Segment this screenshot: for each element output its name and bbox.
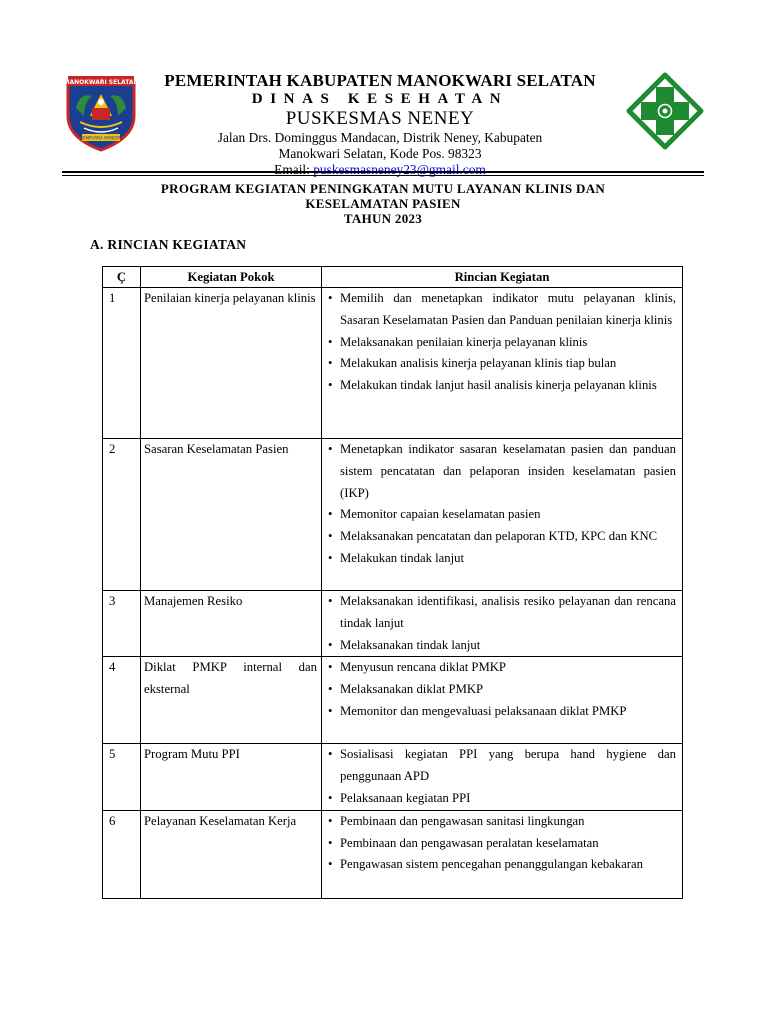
rincian-kegiatan-cell bbox=[322, 810, 683, 898]
list-item bbox=[326, 526, 676, 548]
list-item-text: Memonitor dan mengevaluasi pelaksanaan diklat PMKP bbox=[340, 703, 627, 718]
bullet-icon: • bbox=[328, 660, 333, 675]
table-row bbox=[103, 810, 683, 898]
list-item bbox=[326, 353, 676, 375]
list-item bbox=[326, 657, 676, 679]
bullet-icon: • bbox=[328, 637, 333, 652]
table-header-row bbox=[103, 267, 683, 288]
table-row bbox=[103, 591, 683, 657]
list-item bbox=[326, 679, 676, 701]
list-item bbox=[326, 635, 676, 657]
table-row bbox=[103, 657, 683, 744]
list-item bbox=[326, 591, 676, 635]
email-link[interactable]: puskesmasneney23@gmail.com bbox=[313, 162, 486, 177]
rincian-kegiatan-cell bbox=[322, 657, 683, 744]
title-line-2: KESELAMATAN PASIEN bbox=[305, 196, 461, 211]
bullet-icon: • bbox=[328, 378, 333, 393]
address-line-1: Jalan Drs. Dominggus Mandacan, Distrik Neney, Kabupaten bbox=[217, 130, 543, 145]
rincian-list bbox=[326, 657, 676, 722]
bullet-icon: • bbox=[328, 529, 333, 544]
list-item bbox=[326, 701, 676, 723]
list-item-text: Memonitor capaian keselamatan pasien bbox=[340, 507, 541, 522]
list-item-text: Melakukan analisis kinerja pelayanan klinis tiap bulan bbox=[340, 356, 617, 371]
list-item bbox=[326, 833, 676, 855]
list-item-text: Melaksanakan tindak lanjut bbox=[340, 637, 481, 652]
table-row bbox=[103, 744, 683, 810]
list-item bbox=[326, 788, 676, 810]
kegiatan-pokok-cell: Pelayanan Keselamatan Kerja bbox=[141, 810, 322, 898]
bullet-icon: • bbox=[328, 790, 333, 805]
list-item bbox=[326, 375, 676, 397]
email-label: Email: bbox=[274, 162, 314, 177]
rincian-list bbox=[326, 288, 676, 397]
institution-name: PUSKESMAS NENEY bbox=[285, 108, 475, 129]
list-item bbox=[326, 504, 676, 526]
rincian-list bbox=[326, 744, 676, 809]
bullet-icon: • bbox=[328, 703, 333, 718]
header-number: Ç bbox=[103, 267, 141, 288]
list-item-text: Memilih dan menetapkan indikator mutu pelayanan klinis, Sasaran Keselamatan Pasien dan Panduan penilaian kinerja klinis bbox=[340, 291, 676, 327]
list-item-text: Pelaksanaan kegiatan PPI bbox=[340, 790, 471, 805]
list-item-text: Pengawasan sistem pencegahan penanggulangan kebakaran bbox=[340, 857, 643, 872]
list-item-text: Melakukan tindak lanjut hasil analisis kinerja pelayanan klinis bbox=[340, 378, 657, 393]
rincian-kegiatan-cell bbox=[322, 439, 683, 591]
list-item-text: Melakukan tindak lanjut bbox=[340, 550, 465, 565]
row-number: 5 bbox=[103, 744, 141, 810]
row-number: 2 bbox=[103, 439, 141, 591]
bullet-icon: • bbox=[328, 594, 333, 608]
section-heading: A. RINCIAN KEGIATAN bbox=[90, 237, 247, 252]
rincian-kegiatan-cell bbox=[322, 591, 683, 657]
list-item-text: Menyusun rencana diklat PMKP bbox=[340, 660, 506, 675]
activity-table bbox=[102, 266, 683, 899]
bullet-icon: • bbox=[328, 550, 333, 565]
list-item-text: Sosialisasi kegiatan PPI yang berupa hand hygiene dan penggunaan APD bbox=[340, 747, 676, 784]
government-name: PEMERINTAH KABUPATEN MANOKWARI SELATAN bbox=[164, 71, 596, 90]
kegiatan-pokok-cell: Program Mutu PPI bbox=[141, 744, 322, 810]
letterhead bbox=[140, 72, 620, 177]
kegiatan-pokok-cell: Diklat PMKP internal dan eksternal bbox=[141, 657, 322, 744]
list-item-text: Pembinaan dan pengawasan peralatan keselamatan bbox=[340, 835, 599, 850]
list-item-text: Melaksanakan penilaian kinerja pelayanan klinis bbox=[340, 334, 588, 349]
rincian-list bbox=[326, 439, 676, 570]
list-item-text: Menetapkan indikator sasaran keselamatan pasien dan panduan sistem pencatatan dan pelaporan insiden keselamatan pasien (IKP) bbox=[340, 442, 676, 500]
bullet-icon: • bbox=[328, 334, 333, 349]
bullet-icon: • bbox=[328, 747, 333, 762]
letterhead-divider-thin bbox=[62, 175, 704, 176]
bullet-icon: • bbox=[328, 835, 333, 850]
list-item-text: Melaksanakan identifikasi, analisis resiko pelayanan dan rencana tindak lanjut bbox=[340, 594, 676, 630]
list-item-text: Melaksanakan diklat PMKP bbox=[340, 682, 484, 697]
title-line-3: TAHUN 2023 bbox=[343, 211, 423, 226]
kegiatan-pokok-cell: Manajemen Resiko bbox=[141, 591, 322, 657]
list-item bbox=[326, 854, 676, 876]
header-kegiatan-pokok: Kegiatan Pokok bbox=[141, 267, 322, 288]
emblem-motto-text: SEMPURNA MANDIRI bbox=[80, 135, 122, 141]
puskesmas-cross-logo bbox=[626, 72, 704, 150]
letterhead-divider-thick bbox=[62, 171, 704, 173]
row-number: 3 bbox=[103, 591, 141, 657]
row-number: 4 bbox=[103, 657, 141, 744]
rincian-kegiatan-cell bbox=[322, 744, 683, 810]
table-row bbox=[103, 288, 683, 439]
rincian-list bbox=[326, 811, 676, 876]
emblem-top-text: MANOKWARI SELATAN bbox=[63, 79, 139, 86]
list-item bbox=[326, 744, 676, 788]
regency-emblem-logo bbox=[62, 72, 140, 152]
list-item bbox=[326, 288, 676, 332]
rincian-list bbox=[326, 591, 676, 656]
list-item-text: Pembinaan dan pengawasan sanitasi lingkungan bbox=[340, 813, 585, 828]
address-line-2: Manokwari Selatan, Kode Pos. 98323 bbox=[278, 146, 482, 161]
row-number: 6 bbox=[103, 810, 141, 898]
rincian-kegiatan-cell bbox=[322, 288, 683, 439]
bullet-icon: • bbox=[328, 682, 333, 697]
list-item-text: Melaksanakan pencatatan dan pelaporan KTD, KPC dan KNC bbox=[340, 529, 658, 544]
table-row bbox=[103, 439, 683, 591]
department-name: DINAS KESEHATAN bbox=[251, 91, 509, 107]
bullet-icon: • bbox=[328, 291, 333, 305]
document-title bbox=[100, 181, 666, 226]
kegiatan-pokok-cell: Sasaran Keselamatan Pasien bbox=[141, 439, 322, 591]
header-rincian-kegiatan: Rincian Kegiatan bbox=[322, 267, 683, 288]
bullet-icon: • bbox=[328, 507, 333, 522]
list-item bbox=[326, 548, 676, 570]
bullet-icon: • bbox=[328, 356, 333, 371]
bullet-icon: • bbox=[328, 442, 333, 456]
bullet-icon: • bbox=[328, 813, 333, 828]
kegiatan-pokok-cell: Penilaian kinerja pelayanan klinis bbox=[141, 288, 322, 439]
row-number: 1 bbox=[103, 288, 141, 439]
bullet-icon: • bbox=[328, 857, 333, 872]
list-item bbox=[326, 439, 676, 504]
list-item bbox=[326, 332, 676, 354]
list-item bbox=[326, 811, 676, 833]
title-line-1: PROGRAM KEGIATAN PENINGKATAN MUTU LAYANAN KLINIS DAN bbox=[160, 181, 606, 196]
